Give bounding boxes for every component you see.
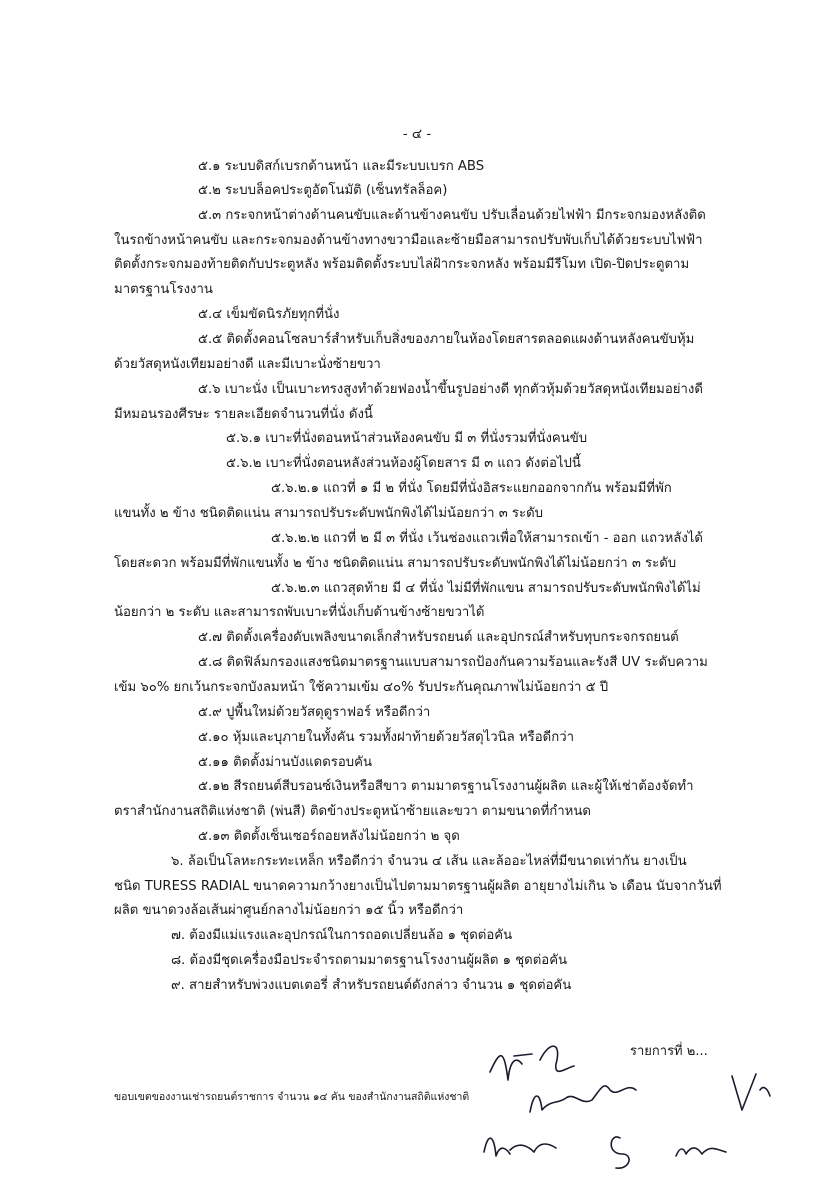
spec-line: ชนิด TURESS RADIAL ขนาดความกว้างยางเป็นไปตามมาตรฐานผู้ผลิต อายุยางไม่เกิน ๖ เดือน นับจากวันที่	[114, 879, 722, 894]
spec-line: ๕.๑๐ หุ้มและบุภายในทั้งคัน รวมทั้งฝาท้ายด้วยวัสดุไวนิล หรือดีกว่า	[198, 730, 575, 745]
spec-line: โดยสะดวก พร้อมมีที่พักแขนทั้ง ๒ ข้าง ชนิดติดแน่น สามารถปรับระดับพนักพิงได้ไม่น้อยกว่า ๓ ระดับ	[114, 556, 677, 571]
spec-line: ๙. สายสำหรับพ่วงแบตเตอรี่ สำหรับรถยนต์ดังกล่าว จำนวน ๑ ชุดต่อคัน	[171, 978, 572, 993]
signatures	[470, 1020, 810, 1180]
spec-line: ๕.๔ เข็มขัดนิรภัยทุกที่นั่ง	[198, 307, 340, 322]
spec-line: ๕.๕ ติดตั้งคอนโซลบาร์สำหรับเก็บสิ่งของภายในห้องโดยสารตลอดแผงด้านหลังคนขับหุ้ม	[198, 332, 695, 347]
spec-line: ๕.๖.๒.๓ แถวสุดท้าย มี ๔ ที่นั่ง ไม่มีที่พักแขน สามารถปรับระดับพนักพิงได้ไม่	[271, 581, 701, 596]
spec-line: ผลิต ขนาดวงล้อเส้นผ่าศูนย์กลางไม่น้อยกว่า ๑๕ นิ้ว หรือดีกว่า	[114, 903, 464, 918]
spec-line: ๕.๖.๒ เบาะที่นั่งตอนหลังส่วนห้องผู้โดยสาร มี ๓ แถว ดังต่อไปนี้	[226, 456, 581, 471]
spec-line: ติดตั้งกระจกมองท้ายติดกับประตูหลัง พร้อมติดตั้งระบบไล่ฝ้ากระจกหลัง พร้อมมีรีโมท เปิด-ปิดประตูตาม	[114, 257, 690, 272]
signature-2	[530, 1086, 636, 1112]
signature-1	[490, 1046, 574, 1080]
signature-5	[611, 1137, 629, 1168]
spec-line: ๕.๖.๒.๑ แถวที่ ๑ มี ๒ ที่นั่ง โดยมีที่นั่งอิสระแยกออกจากกัน พร้อมมีที่พัก	[271, 481, 672, 496]
spec-line: ๕.๑๓ ติดตั้งเซ็นเซอร์ถอยหลังไม่น้อยกว่า ๒ จุด	[198, 829, 460, 844]
spec-line: มีหมอนรองศีรษะ รายละเอียดจำนวนที่นั่ง ดังนี้	[114, 407, 373, 422]
spec-line: ๖. ล้อเป็นโลหะกระทะเหล็ก หรือดีกว่า จำนวน ๔ เส้น และล้ออะไหล่ที่มีขนาดเท่ากัน ยางเป็น	[171, 854, 687, 869]
spec-line: ด้วยวัสดุหนังเทียมอย่างดี และมีเบาะนั่งซ้ายขวา	[114, 357, 381, 372]
spec-line: ๗. ต้องมีแม่แรงและอุปกรณ์ในการถอดเปลี่ยนล้อ ๑ ชุดต่อคัน	[171, 928, 513, 943]
page-number: - ๔ -	[402, 126, 432, 142]
spec-line: ๕.๘ ติดฟิล์มกรองแสงชนิดมาตรฐานแบบสามารถป้องกันความร้อนและรังสี UV ระดับความ	[198, 655, 708, 670]
footer-text: ขอบเขตของงานเช่ารถยนต์ราชการ จำนวน ๑๔ คัน ของสำนักงานสถิติแห่งชาติ	[114, 1091, 470, 1103]
spec-line: ๘. ต้องมีชุดเครื่องมือประจำรถตามมาตรฐานโรงงานผู้ผลิต ๑ ชุดต่อคัน	[171, 953, 568, 968]
spec-line: ตราสำนักงานสถิติแห่งชาติ (พ่นสี) ติดข้างประตูหน้าซ้ายและขวา ตามขนาดที่กำหนด	[114, 804, 591, 819]
spec-line: แขนทั้ง ๒ ข้าง ชนิดติดแน่น สามารถปรับระดับพนักพิงได้ไม่น้อยกว่า ๓ ระดับ	[114, 506, 544, 521]
spec-line: ๕.๗ ติดตั้งเครื่องดับเพลิงขนาดเล็กสำหรับรถยนต์ และอุปกรณ์สำหรับทุบกระจกรถยนต์	[198, 630, 679, 645]
spec-line: ๕.๑ ระบบดิสก์เบรกด้านหน้า และมีระบบเบรก ABS	[198, 159, 485, 174]
spec-line: ๕.๖ เบาะนั่ง เป็นเบาะทรงสูงทำด้วยฟองน้ำขึ้นรูปอย่างดี ทุกตัวหุ้มด้วยวัสดุหนังเทียมอย่างดี	[198, 382, 703, 397]
spec-line: ๕.๒ ระบบล็อคประตูอัตโนมัติ (เซ็นทรัลล็อค)	[198, 183, 448, 198]
spec-line: ๕.๖.๒.๒ แถวที่ ๒ มี ๓ ที่นั่ง เว้นช่องแถวเพื่อให้สามารถเข้า - ออก แถวหลังได้	[271, 531, 703, 546]
signature-6	[676, 1148, 726, 1156]
continuation-note: รายการที่ ๒...	[630, 1044, 708, 1059]
spec-line: ๕.๓ กระจกหน้าต่างด้านคนขับและด้านข้างคนขับ ปรับเลื่อนด้วยไฟฟ้า มีกระจกมองหลังติด	[198, 208, 706, 223]
signature-4	[484, 1138, 556, 1156]
spec-line: ในรถข้างหน้าคนขับ และกระจกมองด้านข้างทางขวามือและซ้ายมือสามารถปรับพับเก็บได้ด้วยระบบไฟฟ้า	[114, 233, 703, 248]
spec-line: ๕.๑๒ สีรถยนต์สีบรอนซ์เงินหรือสีขาว ตามมาตรฐานโรงงานผู้ผลิต และผู้ให้เช่าต้องจัดทำ	[198, 779, 694, 794]
signature-3	[732, 1074, 770, 1110]
spec-line: เข้ม ๖๐% ยกเว้นกระจกบังลมหน้า ใช้ความเข้ม ๔๐% รับประกันคุณภาพไม่น้อยกว่า ๕ ปี	[114, 680, 609, 695]
spec-line: ๕.๑๑ ติดตั้งม่านบังแดดรอบคัน	[198, 755, 373, 770]
spec-line: ๕.๖.๑ เบาะที่นั่งตอนหน้าส่วนห้องคนขับ มี ๓ ที่นั่งรวมที่นั่งคนขับ	[226, 431, 588, 446]
spec-line: น้อยกว่า ๒ ระดับ และสามารถพับเบาะที่นั่งเก็บด้านข้างซ้ายขวาได้	[114, 605, 485, 620]
spec-line: ๕.๙ ปูพื้นใหม่ด้วยวัสดุดูราฟอร์ หรือดีกว่า	[198, 705, 431, 720]
spec-line: มาตรฐานโรงงาน	[114, 282, 213, 297]
